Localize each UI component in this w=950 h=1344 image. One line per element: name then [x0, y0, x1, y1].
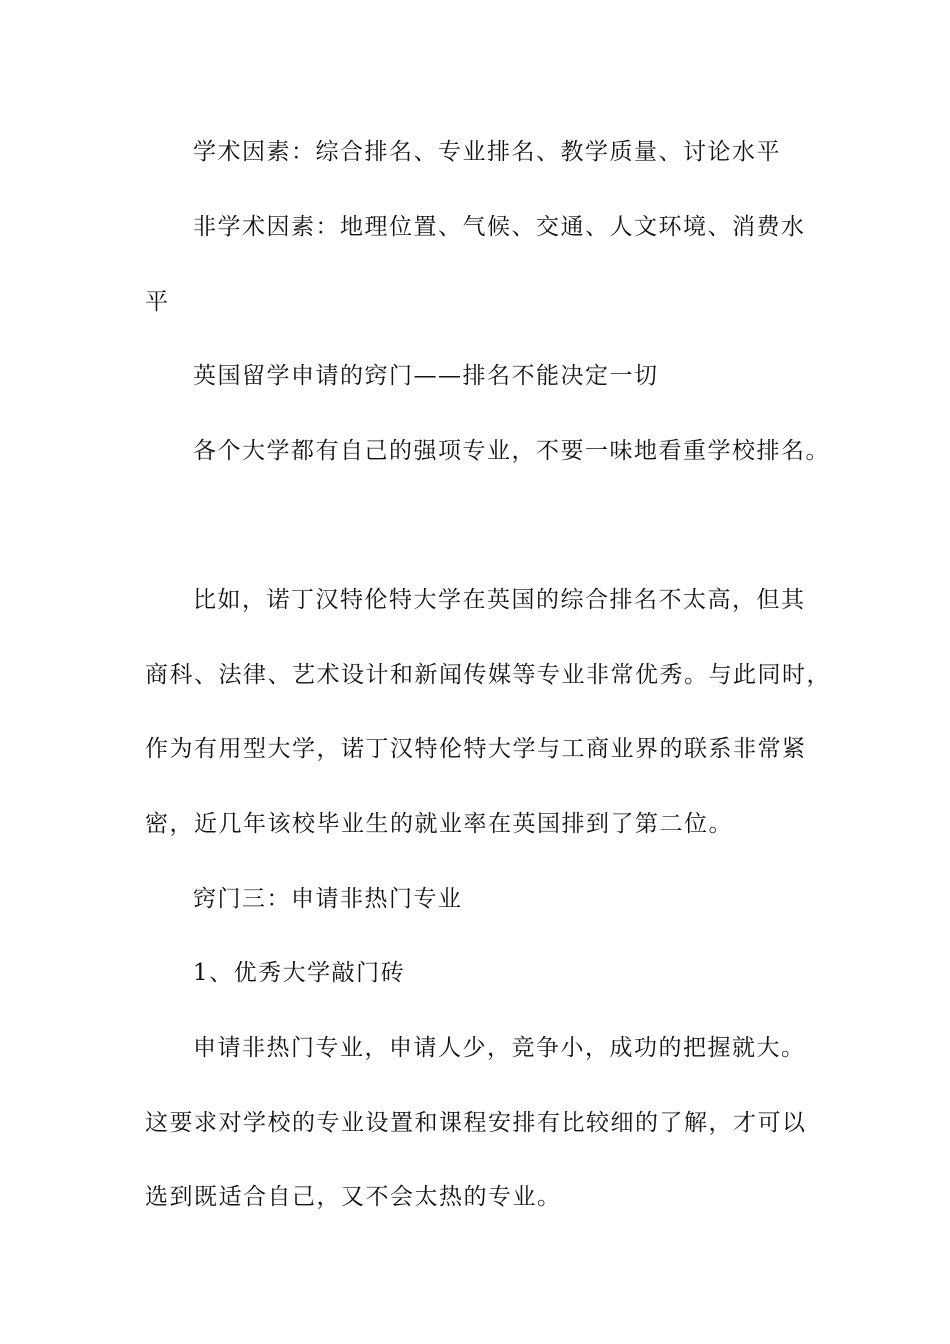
text-line-academic-factors: 学术因素：综合排名、专业排名、教学质量、讨论水平	[193, 139, 781, 165]
text-line-unpopular-1: 申请非热门专业，申请人少，竞争小，成功的把握就大。	[193, 1035, 806, 1061]
text-line-nonacademic-factors: 非学术因素：地理位置、气候、交通、人文环境、消费水	[193, 214, 806, 240]
text-line-unpopular-2: 这要求对学校的专业设置和课程安排有比较细的了解，才可以	[145, 1110, 807, 1136]
text-line-unpopular-3: 选到既适合自己，又不会太热的专业。	[145, 1184, 562, 1210]
subheading-stepping-stone: 1、优秀大学敲门砖	[193, 960, 406, 986]
text-line-example-3: 作为有用型大学，诺丁汉特伦特大学与工商业界的联系非常紧	[145, 736, 807, 762]
text-line-example-2: 商科、法律、艺术设计和新闻传媒等专业非常优秀。与此同时，	[145, 662, 831, 688]
text-line-strong-majors: 各个大学都有自己的强项专业，不要一味地看重学校排名。	[193, 438, 830, 464]
text-line-example-1: 比如，诺丁汉特伦特大学在英国的综合排名不太高，但其	[193, 587, 806, 613]
section-heading-tip-three: 窍门三：申请非热门专业	[193, 886, 463, 912]
section-heading-ranking: 英国留学申请的窍门——排名不能决定一切	[193, 363, 659, 389]
text-line-nonacademic-continued: 平	[145, 289, 170, 315]
text-line-example-4: 密，近几年该校毕业生的就业率在英国排到了第二位。	[145, 811, 733, 837]
